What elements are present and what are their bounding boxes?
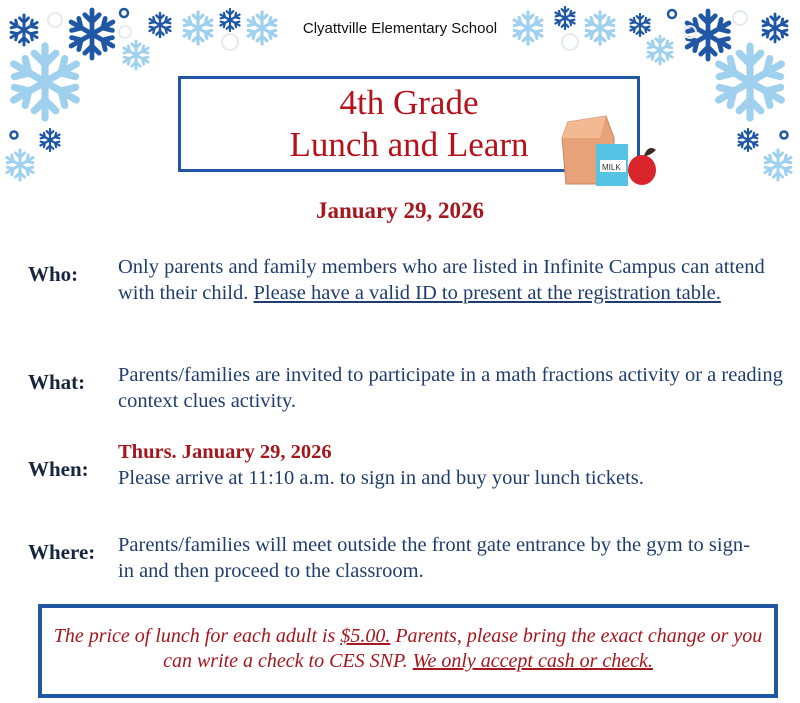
- lunch-bag-illustration: [560, 108, 670, 188]
- when-label: When:: [28, 457, 89, 481]
- title-event: Lunch and Learn: [289, 125, 529, 164]
- snowflake-icon: [738, 129, 757, 151]
- apple-icon: [628, 155, 656, 185]
- snowflake-icon: [719, 46, 782, 118]
- id-requirement: Please have a valid ID to present at the registration table.: [253, 282, 721, 304]
- snowflake-icon: [7, 150, 33, 180]
- school-name: Clyattville Elementary School: [302, 20, 498, 37]
- when-date: Thurs. January 29, 2026: [118, 441, 332, 463]
- who-label: Who:: [28, 262, 79, 286]
- milk-label: MILK: [602, 163, 621, 172]
- price-text: The price of lunch for each adult is: [53, 625, 341, 647]
- title-grade: 4th Grade: [339, 83, 479, 122]
- who-body: Only parents and family members who are listed in Infinite Campus can attend with their child.: [118, 256, 765, 304]
- what-label: What:: [28, 370, 86, 394]
- snowflake-icon: [40, 129, 59, 151]
- price-amount: $5.00.: [340, 625, 391, 647]
- price-notice: [42, 624, 774, 674]
- where-label: Where:: [28, 540, 96, 564]
- when-text: [118, 439, 788, 491]
- what-text: Parents/families are invited to participate in a math fractions activity or a reading context clues activity.: [118, 364, 783, 412]
- snowflake-icon: [14, 46, 77, 118]
- where-text: Parents/families will meet outside the front gate entrance by the gym to sign-in and then proceed to the classroom.: [118, 534, 750, 582]
- when-body: Please arrive at 11:10 a.m. to sign in and buy your lunch tickets.: [118, 467, 644, 489]
- event-date: January 29, 2026: [315, 198, 485, 223]
- price-notice-box: [38, 604, 778, 698]
- snowflake-icon: [648, 36, 672, 64]
- payment-methods: We only accept cash or check.: [412, 650, 653, 672]
- snowflake-icon: [765, 150, 791, 180]
- who-text: [118, 254, 788, 306]
- price-instructions: Parents, please bring the exact change or you can write a check to CES SNP.: [163, 625, 763, 672]
- snowflake-icon: [124, 41, 148, 69]
